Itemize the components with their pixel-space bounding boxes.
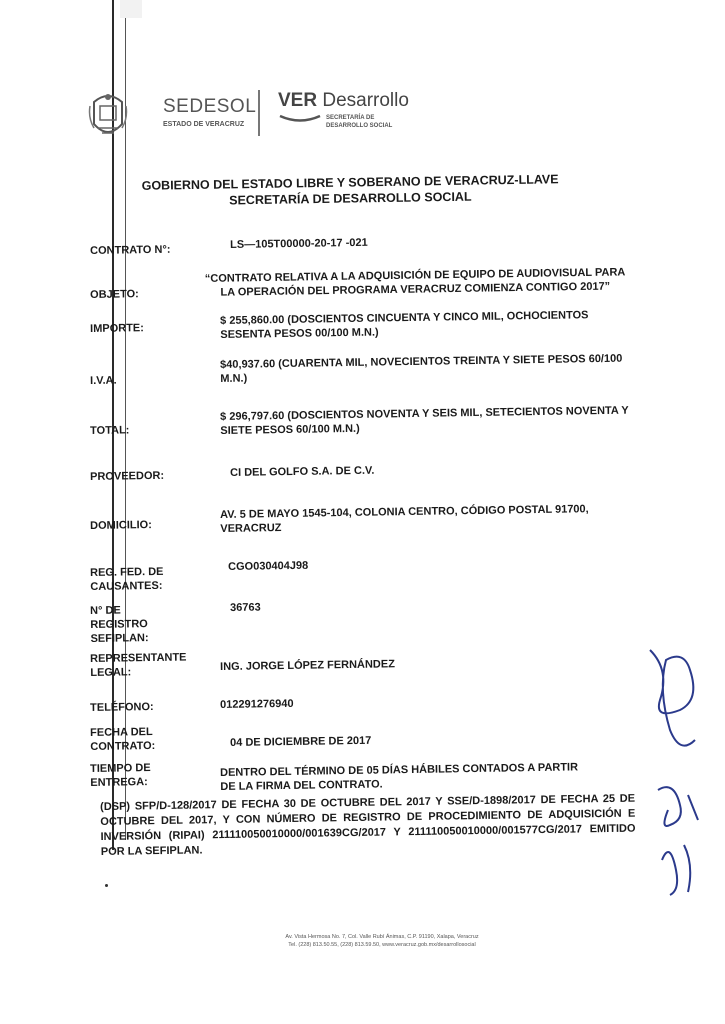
importe-label: IMPORTE:	[90, 322, 144, 335]
desarrollo-wordmark: Desarrollo	[322, 90, 409, 111]
document-title	[130, 171, 570, 210]
header-logos	[88, 86, 448, 146]
fecha-value: 04 DE DICIEMBRE DE 2017	[230, 734, 372, 749]
telefono-value: 012291276940	[220, 697, 294, 711]
objeto-value: “CONTRATO RELATIVA A LA ADQUISICIÓN DE EQUIPO DE AUDIOVISUAL PARA LA OPERACIÓN DEL PROGRAMA VERACRUZ COMIENZA CONTIGO 2017”	[204, 266, 626, 299]
title-line-1: GOBIERNO DEL ESTADO LIBRE Y SOBERANO DE VERACRUZ-LLAVE	[141, 172, 559, 193]
ver-wordmark: VER	[278, 90, 318, 111]
sedesol-logo	[163, 96, 256, 128]
stray-mark	[105, 884, 108, 887]
proveedor-value: CI DEL GOLFO S.A. DE C.V.	[230, 464, 375, 479]
fecha-label: FECHA DEL CONTRATO:	[90, 726, 156, 753]
title-line-2: SECRETARÍA DE DESARROLLO SOCIAL	[229, 189, 472, 208]
scan-edge-top	[120, 0, 142, 18]
domicilio-value: AV. 5 DE MAYO 1545-104, COLONIA CENTRO, CÓDIGO POSTAL 91700, VERACRUZ	[220, 503, 589, 535]
importe-value: $ 255,860.00 (DOSCIENTOS CINCUENTA Y CINCO MIL, OCHOCIENTOS SESENTA PESOS 00/100 M.N.)	[220, 309, 589, 341]
objeto-label: OBJETO:	[90, 288, 139, 301]
swoosh-icon	[278, 113, 322, 123]
iva-label: I.V.A.	[90, 374, 117, 387]
ver-subtitle: SECRETARÍA DE DESARROLLO SOCIAL	[326, 115, 393, 129]
ver-desarrollo-logo	[278, 90, 409, 129]
footer-address	[262, 933, 502, 949]
telefono-label: TELÉFONO:	[90, 701, 154, 714]
contrato-label: CONTRATO N°:	[90, 243, 171, 257]
logo-separator	[258, 90, 260, 136]
representante-value: ING. JORGE LÓPEZ FERNÁNDEZ	[220, 658, 395, 673]
handwritten-signature-icon	[640, 630, 720, 900]
legal-reference-note: (DSP) SFP/D-128/2017 DE FECHA 30 DE OCTUBRE DEL 2017 Y SSE/D-1898/2017 DE FECHA 25 DE OCTUBRE DEL 2017, Y CON NÚMERO DE REGISTRO DE PROCEDIMIENTO DE ADQUISICIÓN E INVERSIÓN (RIPAI) 211110050010000/001639CG/2017 Y 211110050010000/001577CG/2017 EMITIDO POR LA SEFIPLAN.	[100, 792, 636, 858]
address-line-2: Tel. (228) 813.50.55, (228) 813.59.50, www.veracruz.gob.mx/desarrollosocial	[288, 942, 476, 948]
registro-label: N° DE REGISTRO SEFIPLAN:	[90, 604, 149, 645]
proveedor-label: PROVEEDOR:	[90, 469, 165, 483]
rfc-value: CGO030404J98	[228, 559, 309, 573]
tiempo-value: DENTRO DEL TÉRMINO DE 05 DÍAS HÁBILES CONTADOS A PARTIR DE LA FIRMA DEL CONTRATO.	[220, 761, 579, 793]
state-crest-icon	[88, 88, 128, 142]
domicilio-label: DOMICILIO:	[90, 519, 152, 532]
representante-label: REPRESENTANTE LEGAL:	[90, 651, 187, 679]
registro-value: 36763	[230, 601, 261, 614]
sedesol-name: SEDESOL	[163, 96, 257, 117]
contrato-value: LS—105T00000-20-17 -021	[230, 236, 368, 251]
sedesol-subtitle: ESTADO DE VERACRUZ	[163, 121, 245, 128]
total-value: $ 296,797.60 (DOSCIENTOS NOVENTA Y SEIS MIL, SETECIENTOS NOVENTA Y SIETE PESOS 60/100 M.N.)	[220, 404, 629, 437]
address-line-1: Av. Vista Hermosa No. 7, Col. Valle Rubí Ánimas, C.P. 91190, Xalapa, Veracruz	[285, 934, 479, 940]
iva-value: $40,937.60 (CUARENTA MIL, NOVECIENTOS TREINTA Y SIETE PESOS 60/100 M.N.)	[220, 352, 623, 385]
total-label: TOTAL:	[90, 424, 130, 437]
rfc-label: REG. FED. DE CAUSANTES:	[90, 565, 164, 593]
tiempo-label: TIEMPO DE ENTREGA:	[90, 762, 151, 789]
